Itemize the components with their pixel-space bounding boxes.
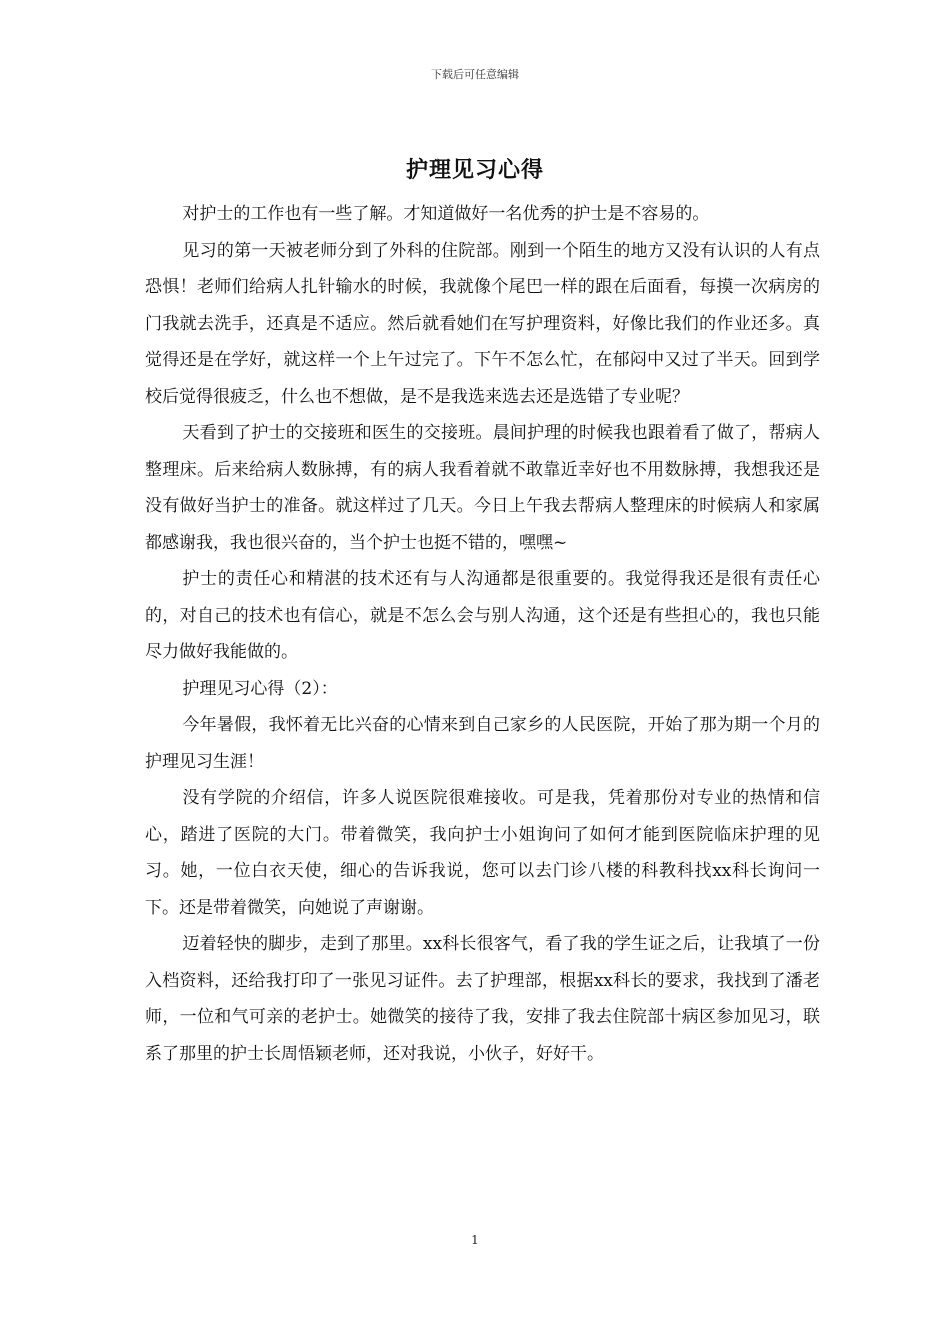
paragraph: 迈着轻快的脚步，走到了那里。xx科长很客气，看了我的学生证之后，让我填了一份入档资料，还给我打印了一张见习证件。去了护理部，根据xx科长的要求，我找到了潘老师，一位和气可亲的老护士。她微笑的接待了我，安排了我去住院部十病区参加见习，联系了那里的护士长周悟颖老师，还对我说，小伙子，好好干。: [145, 934, 820, 1064]
paragraph: 今年暑假，我怀着无比兴奋的心情来到自己家乡的人民医院，开始了那为期一个月的护理见习生涯！: [145, 715, 820, 772]
paragraph: 护士的责任心和精湛的技术还有与人沟通都是很重要的。我觉得我还是很有责任心的，对自己的技术也有信心，就是不怎么会与别人沟通，这个还是有些担心的，我也只能尽力做好我能做的。: [145, 569, 820, 662]
paragraph: 没有学院的介绍信，许多人说医院很难接收。可是我，凭着那份对专业的热情和信心，踏进了医院的大门。带着微笑，我向护士小姐询问了如何才能到医院临床护理的见习。她，一位白衣天使，细心的告诉我说，您可以去门诊八楼的科教科找xx科长询问一下。还是带着微笑，向她说了声谢谢。: [145, 788, 820, 918]
paragraph: 见习的第一天被老师分到了外科的住院部。刚到一个陌生的地方又没有认识的人有点恐惧！老师们给病人扎针输水的时候，我就像个尾巴一样的跟在后面看，每摸一次病房的门我就去洗手，还真是不适应。然后就看她们在写护理资料，好像比我们的作业还多。真觉得还是在学好，就这样一个上午过完了。下午不怎么忙，在郁闷中又过了半天。回到学校后觉得很疲乏，什么也不想做，是不是我选来选去还是选错了专业呢？: [145, 240, 820, 407]
paragraph: 对护士的工作也有一些了解。才知道做好一名优秀的护士是不容易的。: [182, 204, 710, 224]
paragraph: 天看到了护士的交接班和医生的交接班。晨间护理的时候我也跟着看了做了，帮病人整理床。后来给病人数脉搏，有的病人我看着就不敢靠近幸好也不用数脉搏，我想我还是没有做好当护士的准备。就这样过了几天。今日上午我去帮病人整理床的时候病人和家属都感谢我，我也很兴奋的，当个护士也挺不错的，嘿嘿~: [145, 423, 820, 553]
section-heading: 护理见习心得（2）：: [182, 678, 338, 699]
document-body: [145, 196, 820, 1072]
document-title: 护理见习心得: [405, 157, 544, 183]
page-number: 1: [471, 1233, 479, 1247]
page-header: 下载后可任意编辑: [431, 68, 519, 81]
